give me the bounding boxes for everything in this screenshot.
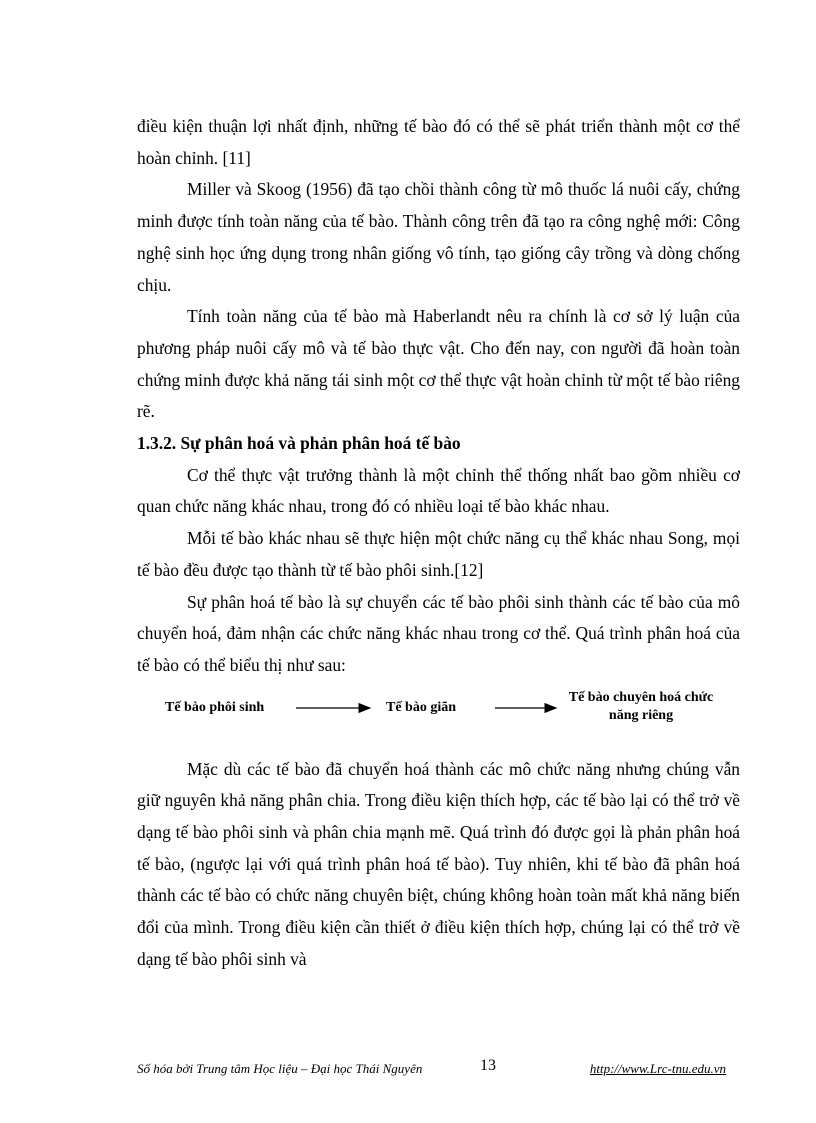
diagram-node-expanded-cell: Tế bào giãn [386,699,457,715]
paragraph-plant-body: Cơ thể thực vật trưởng thành là một chỉnh thể thống nhất bao gồm nhiều cơ quan chức năng khác nhau, trong đó có nhiều loại tế bào khác nhau. [137,464,740,517]
diagram-node-specialized-cell: Tế bào chuyên hoá chức năng riêng [568,689,714,723]
paragraph-cell-function: Mỗi tế bào khác nhau sẽ thực hiện một chức năng cụ thể khác nhau Song, mọi tế bào đều được tạo thành từ tế bào phôi sinh.[12] [137,528,740,580]
page-footer [137,1057,740,1081]
body-text [137,111,740,976]
differentiation-diagram [137,688,740,744]
paragraph-totipotency: Tính toàn năng của tế bào mà Haberlandt nêu ra chính là cơ sở lý luận của phương pháp nuôi cấy mô và tế bào thực vật. Cho đến nay, con người đã hoàn toàn chứng minh được khả năng tái sinh một cơ thể thực vật hoàn chỉnh từ một tế bào riêng rẽ. [137,306,740,422]
diagram-node-embryonic-cell: Tế bào phôi sinh [165,699,265,715]
footer-url-link[interactable]: http://www.Lrc-tnu.edu.vn [589,1061,726,1076]
page-number: 13 [480,1057,496,1074]
paragraph-dedifferentiation: Mặc dù các tế bào đã chuyển hoá thành các mô chức năng nhưng chúng vẫn giữ nguyên khả năng phân chia. Trong điều kiện thích hợp, các tế bào lại có thể trở về dạng tế bào phôi sinh và phân chia mạnh mẽ. Quá trình đó được gọi là phản phân hoá tế bào, (ngược lại với quá trình phân hoá tế bào). Tuy nhiên, khi tế bào đã phân hoá thành các tế bào có chức năng chuyên biệt, chúng không hoàn toàn mất khả năng biến đổi của mình. Trong điều kiện cần thiết ở điều kiện thích hợp, chúng lại có thể trở về dạng tế bào phôi sinh và [137,758,740,969]
paragraph-differentiation: Sự phân hoá tế bào là sự chuyển các tế bào phôi sinh thành các tế bào của mô chuyển hoá, đảm nhận các chức năng khác nhau trong cơ thể. Quá trình phân hoá của tế bào có thể biểu thị như sau: [137,591,740,675]
paragraph-continuation: điều kiện thuận lợi nhất định, những tế bào đó có thể sẽ phát triển thành một cơ thể hoàn chỉnh. [11] [137,116,740,168]
paragraph-miller-skoog: Miller và Skoog (1956) đã tạo chồi thành công từ mô thuốc lá nuôi cấy, chứng minh được tính toàn năng của tế bào. Thành công trên đã tạo ra công nghệ mới: Công nghệ sinh học ứng dụng trong nhân giống vô tính, tạo giống cây trồng và dòng chống chịu. [137,179,740,295]
footer-digitized-by: Số hóa bởi Trung tâm Học liệu – Đại học Thái Nguyên [137,1061,423,1076]
section-heading: 1.3.2. Sự phân hoá và phản phân hoá tế bào [137,433,461,454]
